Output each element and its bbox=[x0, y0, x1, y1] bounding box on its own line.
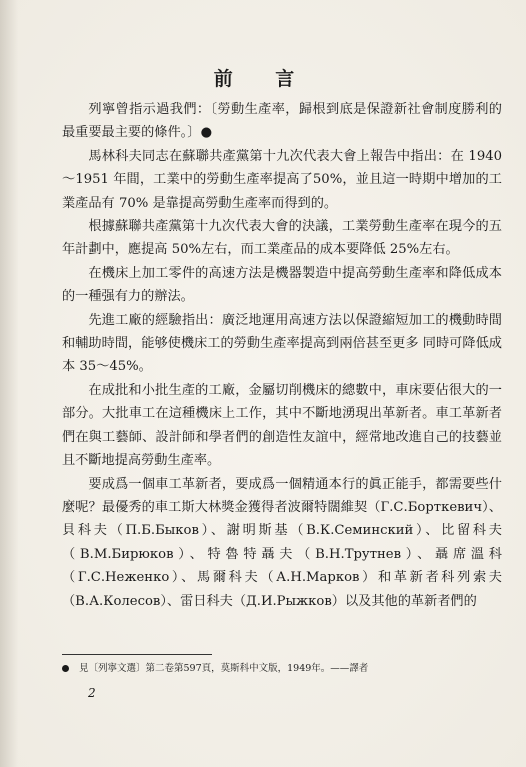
footnote-divider bbox=[62, 654, 212, 655]
footnote-text: 見〔列寧文選〕第二卷第597頁，莫斯科中文版，1949年。——譯者 bbox=[79, 663, 369, 674]
paragraph: 馬林科夫同志在蘇聯共產黨第十九次代表大會上報告中指出：在 1940～1951 年間，工業中的勞動生產率提高了50%，並且這一時期中增加的工業產品有 70% 是靠提高勞動生產率而得到的。 bbox=[62, 148, 502, 211]
paragraph: 在機床上加工零件的高速方法是機器製造中提高勞動生產率和降低成本的一種强有力的辦法。 bbox=[62, 265, 502, 305]
page-number: 2 bbox=[88, 686, 96, 700]
paragraph: 列寧曾指示過我們：〔勞動生產率，歸根到底是保證新社會制度勝利的最重要最主要的條件。〕● bbox=[62, 102, 502, 141]
footnote-marker-icon bbox=[62, 665, 69, 672]
paragraph: 先進工廠的經驗指出：廣泛地運用高速方法以保證縮短加工的機動時間和輔助時間，能够使機床工的勞動生產率提高到兩倍甚至更多 同時可降低成本 35～45%。 bbox=[62, 312, 502, 375]
footnote bbox=[62, 662, 502, 676]
page-title: 前 言 bbox=[213, 68, 313, 90]
body-text bbox=[62, 98, 502, 613]
paragraph: 要成爲一個車工革新者，要成爲一個精通本行的眞正能手，都需要些什麼呢？最優秀的車工斯大林獎金獲得者波爾特闊維契（Г.С.Борткевич）、貝科夫（П.Б.Быков）、謝明斯基（В.К.Семинский）、比留科夫（В.М.Бирюков）、特魯特聶夫（В.Н.Трутнев）、聶席溫科（Г.С.Неженко）、馬爾科夫（А.Н.Марков）和革新者科列索夫（В.А.Колесов）、雷日科夫（Д.И.Рыжков）以及其他的革新者們的 bbox=[62, 476, 502, 609]
page-edge-shadow bbox=[0, 0, 18, 767]
paragraph: 在成批和小批生產的工廠，金屬切削機床的總數中，車床要佔很大的一部分。大批車工在這種機床上工作，其中不斷地湧現出革新者。車工革新者們在與工藝師、設計師和學者們的創造性友誼中，經常地改進自己的技藝並且不斷地提高勞動生產率。 bbox=[62, 382, 502, 469]
paragraph: 根據蘇聯共產黨第十九次代表大會的決議，工業勞動生產率在現今的五年計劃中，應提高 50%左右，而工業產品的成本要降低 25%左右。 bbox=[62, 219, 502, 258]
